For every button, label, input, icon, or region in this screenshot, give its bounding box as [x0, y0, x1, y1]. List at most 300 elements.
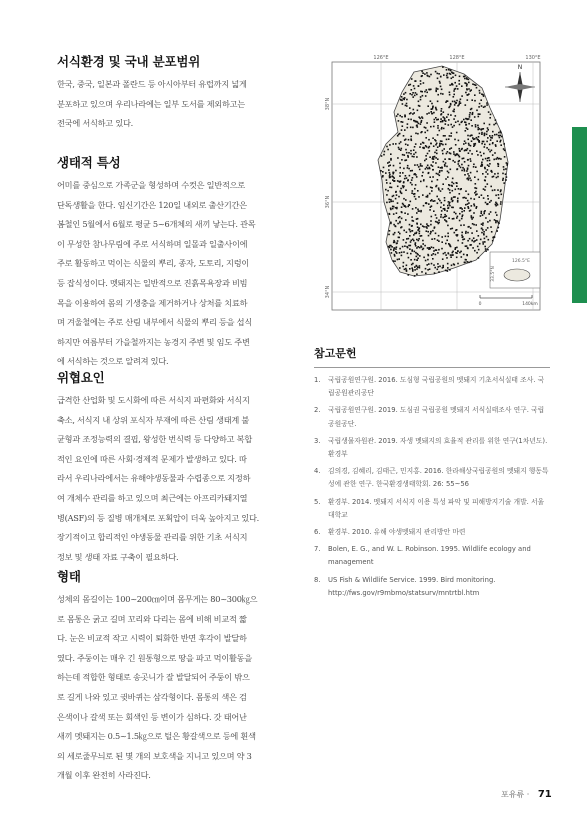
occurrence-dot [481, 132, 483, 134]
occurrence-dot [472, 247, 474, 249]
occurrence-dot [390, 199, 392, 201]
occurrence-dot [397, 223, 399, 225]
occurrence-dot [395, 198, 397, 200]
occurrence-dot [448, 217, 450, 219]
occurrence-dot [468, 226, 470, 228]
occurrence-dot [427, 259, 429, 261]
occurrence-dot [446, 215, 448, 217]
occurrence-dot [425, 95, 427, 97]
occurrence-dot [479, 243, 481, 245]
occurrence-dot [410, 245, 412, 247]
occurrence-dot [479, 113, 481, 115]
occurrence-dot [500, 191, 502, 193]
occurrence-dot [498, 135, 500, 137]
occurrence-dot [431, 190, 433, 192]
occurrence-dot [480, 239, 482, 241]
occurrence-dot [399, 267, 401, 269]
occurrence-dot [444, 214, 446, 216]
occurrence-dot [465, 232, 467, 234]
occurrence-dot [463, 158, 465, 160]
occurrence-dot [449, 94, 451, 96]
occurrence-dot [426, 186, 428, 188]
occurrence-dot [485, 217, 487, 219]
occurrence-dot [401, 96, 403, 98]
occurrence-dot [485, 229, 487, 231]
occurrence-dot [431, 205, 433, 207]
occurrence-dot [422, 142, 424, 144]
occurrence-dot [477, 125, 479, 127]
occurrence-dot [437, 252, 439, 254]
occurrence-dot [420, 80, 422, 82]
occurrence-dot [455, 121, 457, 123]
occurrence-dot [496, 214, 498, 216]
occurrence-dot [471, 153, 473, 155]
occurrence-dot [452, 72, 454, 74]
reference-text: 국립공원연구원. 2016. 도심형 국립공원의 멧돼지 기초서식실태 조사. 국립공원관리공단 [328, 376, 545, 398]
occurrence-dot [480, 152, 482, 154]
occurrence-dot [463, 224, 465, 226]
occurrence-dot [498, 194, 500, 196]
occurrence-dot [478, 136, 480, 138]
scale-start: 0 [478, 302, 482, 307]
occurrence-dot [418, 101, 420, 103]
occurrence-dot [405, 199, 407, 201]
occurrence-dot [421, 175, 423, 177]
reference-text: 국립공원연구원. 2019. 도심권 국립공원 멧돼지 서식실태조사 연구. 국립공원공단. [328, 406, 545, 428]
occurrence-dot [389, 177, 391, 179]
occurrence-dot [402, 125, 404, 127]
occurrence-dot [406, 246, 408, 248]
occurrence-dot [411, 94, 413, 96]
occurrence-dot [407, 253, 409, 255]
occurrence-dot [433, 253, 435, 255]
occurrence-dot [465, 204, 467, 206]
occurrence-dot [425, 202, 427, 204]
occurrence-dot [422, 72, 424, 74]
occurrence-dot [467, 177, 469, 179]
occurrence-dot [427, 168, 429, 170]
occurrence-dot [398, 231, 400, 233]
occurrence-dot [464, 174, 466, 176]
occurrence-dot [413, 156, 415, 158]
occurrence-dot [400, 99, 402, 101]
occurrence-dot [490, 226, 492, 228]
occurrence-dot [459, 124, 461, 126]
occurrence-dot [468, 144, 470, 146]
occurrence-dot [391, 246, 393, 248]
occurrence-dot [483, 95, 485, 97]
occurrence-dot [487, 203, 489, 205]
occurrence-dot [433, 250, 435, 252]
occurrence-dot [444, 197, 446, 199]
occurrence-dot [451, 132, 453, 134]
occurrence-dot [403, 187, 405, 189]
occurrence-dot [436, 185, 438, 187]
occurrence-dot [450, 169, 452, 171]
occurrence-dot [441, 210, 443, 212]
occurrence-dot [425, 155, 427, 157]
occurrence-dot [419, 146, 421, 148]
occurrence-dot [398, 196, 400, 198]
occurrence-dot [435, 71, 437, 73]
section-habitat [57, 52, 287, 134]
occurrence-dot [412, 177, 414, 179]
reference-item [314, 404, 550, 430]
occurrence-dot [408, 168, 410, 170]
occurrence-dot [388, 234, 390, 236]
occurrence-dot [484, 133, 486, 135]
occurrence-dot [475, 126, 477, 128]
occurrence-dot [458, 148, 460, 150]
occurrence-dot [488, 239, 490, 241]
occurrence-dot [456, 169, 458, 171]
occurrence-dot [495, 222, 497, 224]
occurrence-dot [426, 122, 428, 124]
occurrence-dot [417, 190, 419, 192]
reference-text: Bolen, E. G., and W. L. Robinson. 1995. Wildlife ecology and management [328, 545, 531, 567]
occurrence-dot [422, 172, 424, 174]
occurrence-dot [431, 238, 433, 240]
occurrence-dot [485, 202, 487, 204]
occurrence-dot [400, 188, 402, 190]
occurrence-dot [441, 236, 443, 238]
section-morphology [57, 567, 287, 786]
occurrence-dot [449, 202, 451, 204]
occurrence-dot [385, 189, 387, 191]
occurrence-dot [396, 207, 398, 209]
occurrence-dot [426, 227, 428, 229]
occurrence-dot [450, 124, 452, 126]
occurrence-dot [409, 107, 411, 109]
occurrence-dot [466, 124, 468, 126]
occurrence-dot [414, 88, 416, 90]
occurrence-dot [505, 168, 507, 170]
occurrence-dot [474, 144, 476, 146]
occurrence-dot [470, 180, 472, 182]
occurrence-dot [427, 225, 429, 227]
occurrence-dot [471, 205, 473, 207]
occurrence-dot [434, 156, 436, 158]
occurrence-dot [452, 218, 454, 220]
occurrence-dot [434, 226, 436, 228]
occurrence-dot [403, 93, 405, 95]
occurrence-dot [430, 187, 432, 189]
occurrence-dot [396, 115, 398, 117]
occurrence-dot [434, 200, 436, 202]
page-footer [501, 789, 552, 800]
occurrence-dot [442, 267, 444, 269]
occurrence-dot [467, 148, 469, 150]
occurrence-dot [478, 141, 480, 143]
occurrence-dot [469, 112, 471, 114]
occurrence-dot [445, 236, 447, 238]
occurrence-dot [445, 162, 447, 164]
occurrence-dot [438, 166, 440, 168]
occurrence-dot [456, 229, 458, 231]
occurrence-dot [456, 182, 458, 184]
occurrence-dot [486, 141, 488, 143]
occurrence-dot [396, 246, 398, 248]
occurrence-dot [447, 73, 449, 75]
occurrence-dot [400, 190, 402, 192]
occurrence-dot [438, 198, 440, 200]
occurrence-dot [433, 264, 435, 266]
occurrence-dot [405, 189, 407, 191]
occurrence-dot [394, 180, 396, 182]
occurrence-dot [407, 165, 409, 167]
occurrence-dot [404, 97, 406, 99]
occurrence-dot [420, 181, 422, 183]
occurrence-dot [478, 196, 480, 198]
occurrence-dot [436, 173, 438, 175]
occurrence-dot [417, 258, 419, 260]
section-ecology [57, 153, 287, 372]
occurrence-dot [495, 205, 497, 207]
occurrence-dot [398, 148, 400, 150]
occurrence-dot [444, 200, 446, 202]
occurrence-dot [416, 265, 418, 267]
occurrence-dot [398, 134, 400, 136]
occurrence-dot [472, 223, 474, 225]
occurrence-dot [496, 177, 498, 179]
occurrence-dot [467, 200, 469, 202]
occurrence-dot [461, 85, 463, 87]
occurrence-dot [401, 100, 403, 102]
occurrence-dot [435, 162, 437, 164]
occurrence-dot [485, 186, 487, 188]
occurrence-dot [452, 228, 454, 230]
occurrence-dot [488, 111, 490, 113]
occurrence-dot [404, 245, 406, 247]
occurrence-dot [487, 137, 489, 139]
occurrence-dot [484, 241, 486, 243]
occurrence-dot [491, 150, 493, 152]
occurrence-dot [418, 116, 420, 118]
occurrence-dot [434, 238, 436, 240]
occurrence-dot [420, 165, 422, 167]
occurrence-dot [411, 249, 413, 251]
occurrence-dot [411, 240, 413, 242]
occurrence-dot [489, 220, 491, 222]
references-list [314, 374, 550, 600]
occurrence-dot [483, 123, 485, 125]
occurrence-dot [446, 75, 448, 77]
occurrence-dot [481, 228, 483, 230]
occurrence-dot [466, 78, 468, 80]
occurrence-dot [432, 258, 434, 260]
occurrence-dot [473, 166, 475, 168]
occurrence-dot [437, 78, 439, 80]
occurrence-dot [483, 213, 485, 215]
occurrence-dot [500, 158, 502, 160]
paragraph-line: 새끼 멧돼지는 0.5~1.5㎏으로 털은 황갈색으로 등에 흰색 [57, 731, 256, 742]
occurrence-dot [430, 100, 432, 102]
occurrence-dot [487, 227, 489, 229]
occurrence-dot [480, 215, 482, 217]
occurrence-dot [447, 171, 449, 173]
occurrence-dot [490, 139, 492, 141]
occurrence-dot [479, 92, 481, 94]
occurrence-dot [494, 189, 496, 191]
paragraph-line: 하지만 여름부터 가을철까지는 농경지 주변 및 임도 주변 [57, 336, 250, 347]
occurrence-dot [463, 76, 465, 78]
occurrence-dot [410, 201, 412, 203]
occurrence-dot [506, 176, 508, 178]
occurrence-dot [489, 201, 491, 203]
occurrence-dot [451, 197, 453, 199]
occurrence-dot [440, 121, 442, 123]
occurrence-dot [457, 251, 459, 253]
occurrence-dot [464, 82, 466, 84]
occurrence-dot [448, 201, 450, 203]
occurrence-dot [484, 189, 486, 191]
occurrence-dot [416, 212, 418, 214]
occurrence-dot [484, 211, 486, 213]
occurrence-dot [467, 240, 469, 242]
paragraph-line: 병(ASF)의 등 질병 매개체로 포획압이 더욱 높아지고 있다. [57, 512, 260, 523]
occurrence-dot [435, 249, 437, 251]
occurrence-dot [477, 154, 479, 156]
occurrence-dot [412, 269, 414, 271]
occurrence-dot [501, 136, 503, 138]
occurrence-dot [437, 158, 439, 160]
reference-item [314, 543, 550, 569]
occurrence-dot [437, 88, 439, 90]
occurrence-dot [408, 118, 410, 120]
occurrence-dot [435, 233, 437, 235]
occurrence-dot [485, 176, 487, 178]
occurrence-dot [459, 193, 461, 195]
occurrence-dot [408, 274, 410, 276]
occurrence-dot [410, 241, 412, 243]
occurrence-dot [409, 224, 411, 226]
occurrence-dot [444, 208, 446, 210]
occurrence-dot [428, 173, 430, 175]
occurrence-dot [453, 94, 455, 96]
occurrence-dot [427, 105, 429, 107]
reference-number: 1. [314, 376, 321, 384]
occurrence-dot [432, 176, 434, 178]
occurrence-dot [446, 257, 448, 259]
occurrence-dot [465, 122, 467, 124]
occurrence-dot [384, 151, 386, 153]
occurrence-dot [471, 232, 473, 234]
occurrence-dot [455, 144, 457, 146]
occurrence-dot [415, 207, 417, 209]
occurrence-dot [466, 88, 468, 90]
occurrence-dot [461, 164, 463, 166]
occurrence-dot [403, 198, 405, 200]
occurrence-dot [421, 91, 423, 93]
occurrence-dot [451, 78, 453, 80]
occurrence-dot [390, 153, 392, 155]
paragraph-line: 은색이나 갈색 또는 회색인 등 변이가 심하다. 갓 태어난 [57, 711, 247, 722]
occurrence-dot [387, 149, 389, 151]
occurrence-dot [466, 170, 468, 172]
occurrence-dot [399, 222, 401, 224]
occurrence-dot [462, 236, 464, 238]
occurrence-dot [421, 165, 423, 167]
occurrence-dot [410, 182, 412, 184]
occurrence-dot [409, 268, 411, 270]
occurrence-dot [403, 168, 405, 170]
occurrence-dot [485, 158, 487, 160]
occurrence-dot [435, 157, 437, 159]
occurrence-dot [404, 154, 406, 156]
occurrence-dot [453, 118, 455, 120]
occurrence-dot [439, 82, 441, 84]
occurrence-dot [468, 175, 470, 177]
occurrence-dot [424, 160, 426, 162]
occurrence-dot [478, 249, 480, 251]
occurrence-dot [484, 238, 486, 240]
occurrence-dot [427, 247, 429, 249]
occurrence-dot [442, 121, 444, 123]
occurrence-dot [498, 165, 500, 167]
occurrence-dot [486, 102, 488, 104]
north-label: N [517, 64, 523, 71]
occurrence-dot [407, 180, 409, 182]
occurrence-dot [399, 248, 401, 250]
occurrence-dot [450, 254, 452, 256]
occurrence-dot [389, 161, 391, 163]
occurrence-dot [465, 92, 467, 94]
occurrence-dot [495, 158, 497, 160]
lon-label: 130°E [525, 55, 541, 61]
occurrence-dot [410, 231, 412, 233]
occurrence-dot [484, 168, 486, 170]
occurrence-dot [443, 204, 445, 206]
occurrence-dot [397, 240, 399, 242]
map-svg [314, 52, 546, 316]
occurrence-dot [416, 125, 418, 127]
occurrence-dot [451, 265, 453, 267]
occurrence-dot [419, 267, 421, 269]
occurrence-dot [482, 241, 484, 243]
occurrence-dot [439, 144, 441, 146]
occurrence-dot [461, 235, 463, 237]
occurrence-dot [393, 177, 395, 179]
occurrence-dot [414, 251, 416, 253]
occurrence-dot [434, 152, 436, 154]
occurrence-dot [438, 235, 440, 237]
occurrence-dot [439, 81, 441, 83]
occurrence-dot [396, 194, 398, 196]
occurrence-dot [435, 108, 437, 110]
occurrence-dot [413, 153, 415, 155]
occurrence-dot [468, 88, 470, 90]
occurrence-dot [388, 165, 390, 167]
occurrence-dot [392, 172, 394, 174]
occurrence-dot [441, 241, 443, 243]
occurrence-dot [423, 147, 425, 149]
occurrence-dot [392, 196, 394, 198]
occurrence-dot [454, 232, 456, 234]
occurrence-dot [459, 207, 461, 209]
reference-item [314, 574, 550, 600]
occurrence-dot [431, 113, 433, 115]
occurrence-dot [411, 179, 413, 181]
occurrence-dot [489, 160, 491, 162]
occurrence-dot [424, 132, 426, 134]
occurrence-dot [460, 102, 462, 104]
occurrence-dot [467, 128, 469, 130]
page-number: 71 [537, 789, 552, 800]
occurrence-dot [448, 207, 450, 209]
occurrence-dot [483, 153, 485, 155]
occurrence-dot [494, 152, 496, 154]
occurrence-dot [450, 70, 452, 72]
